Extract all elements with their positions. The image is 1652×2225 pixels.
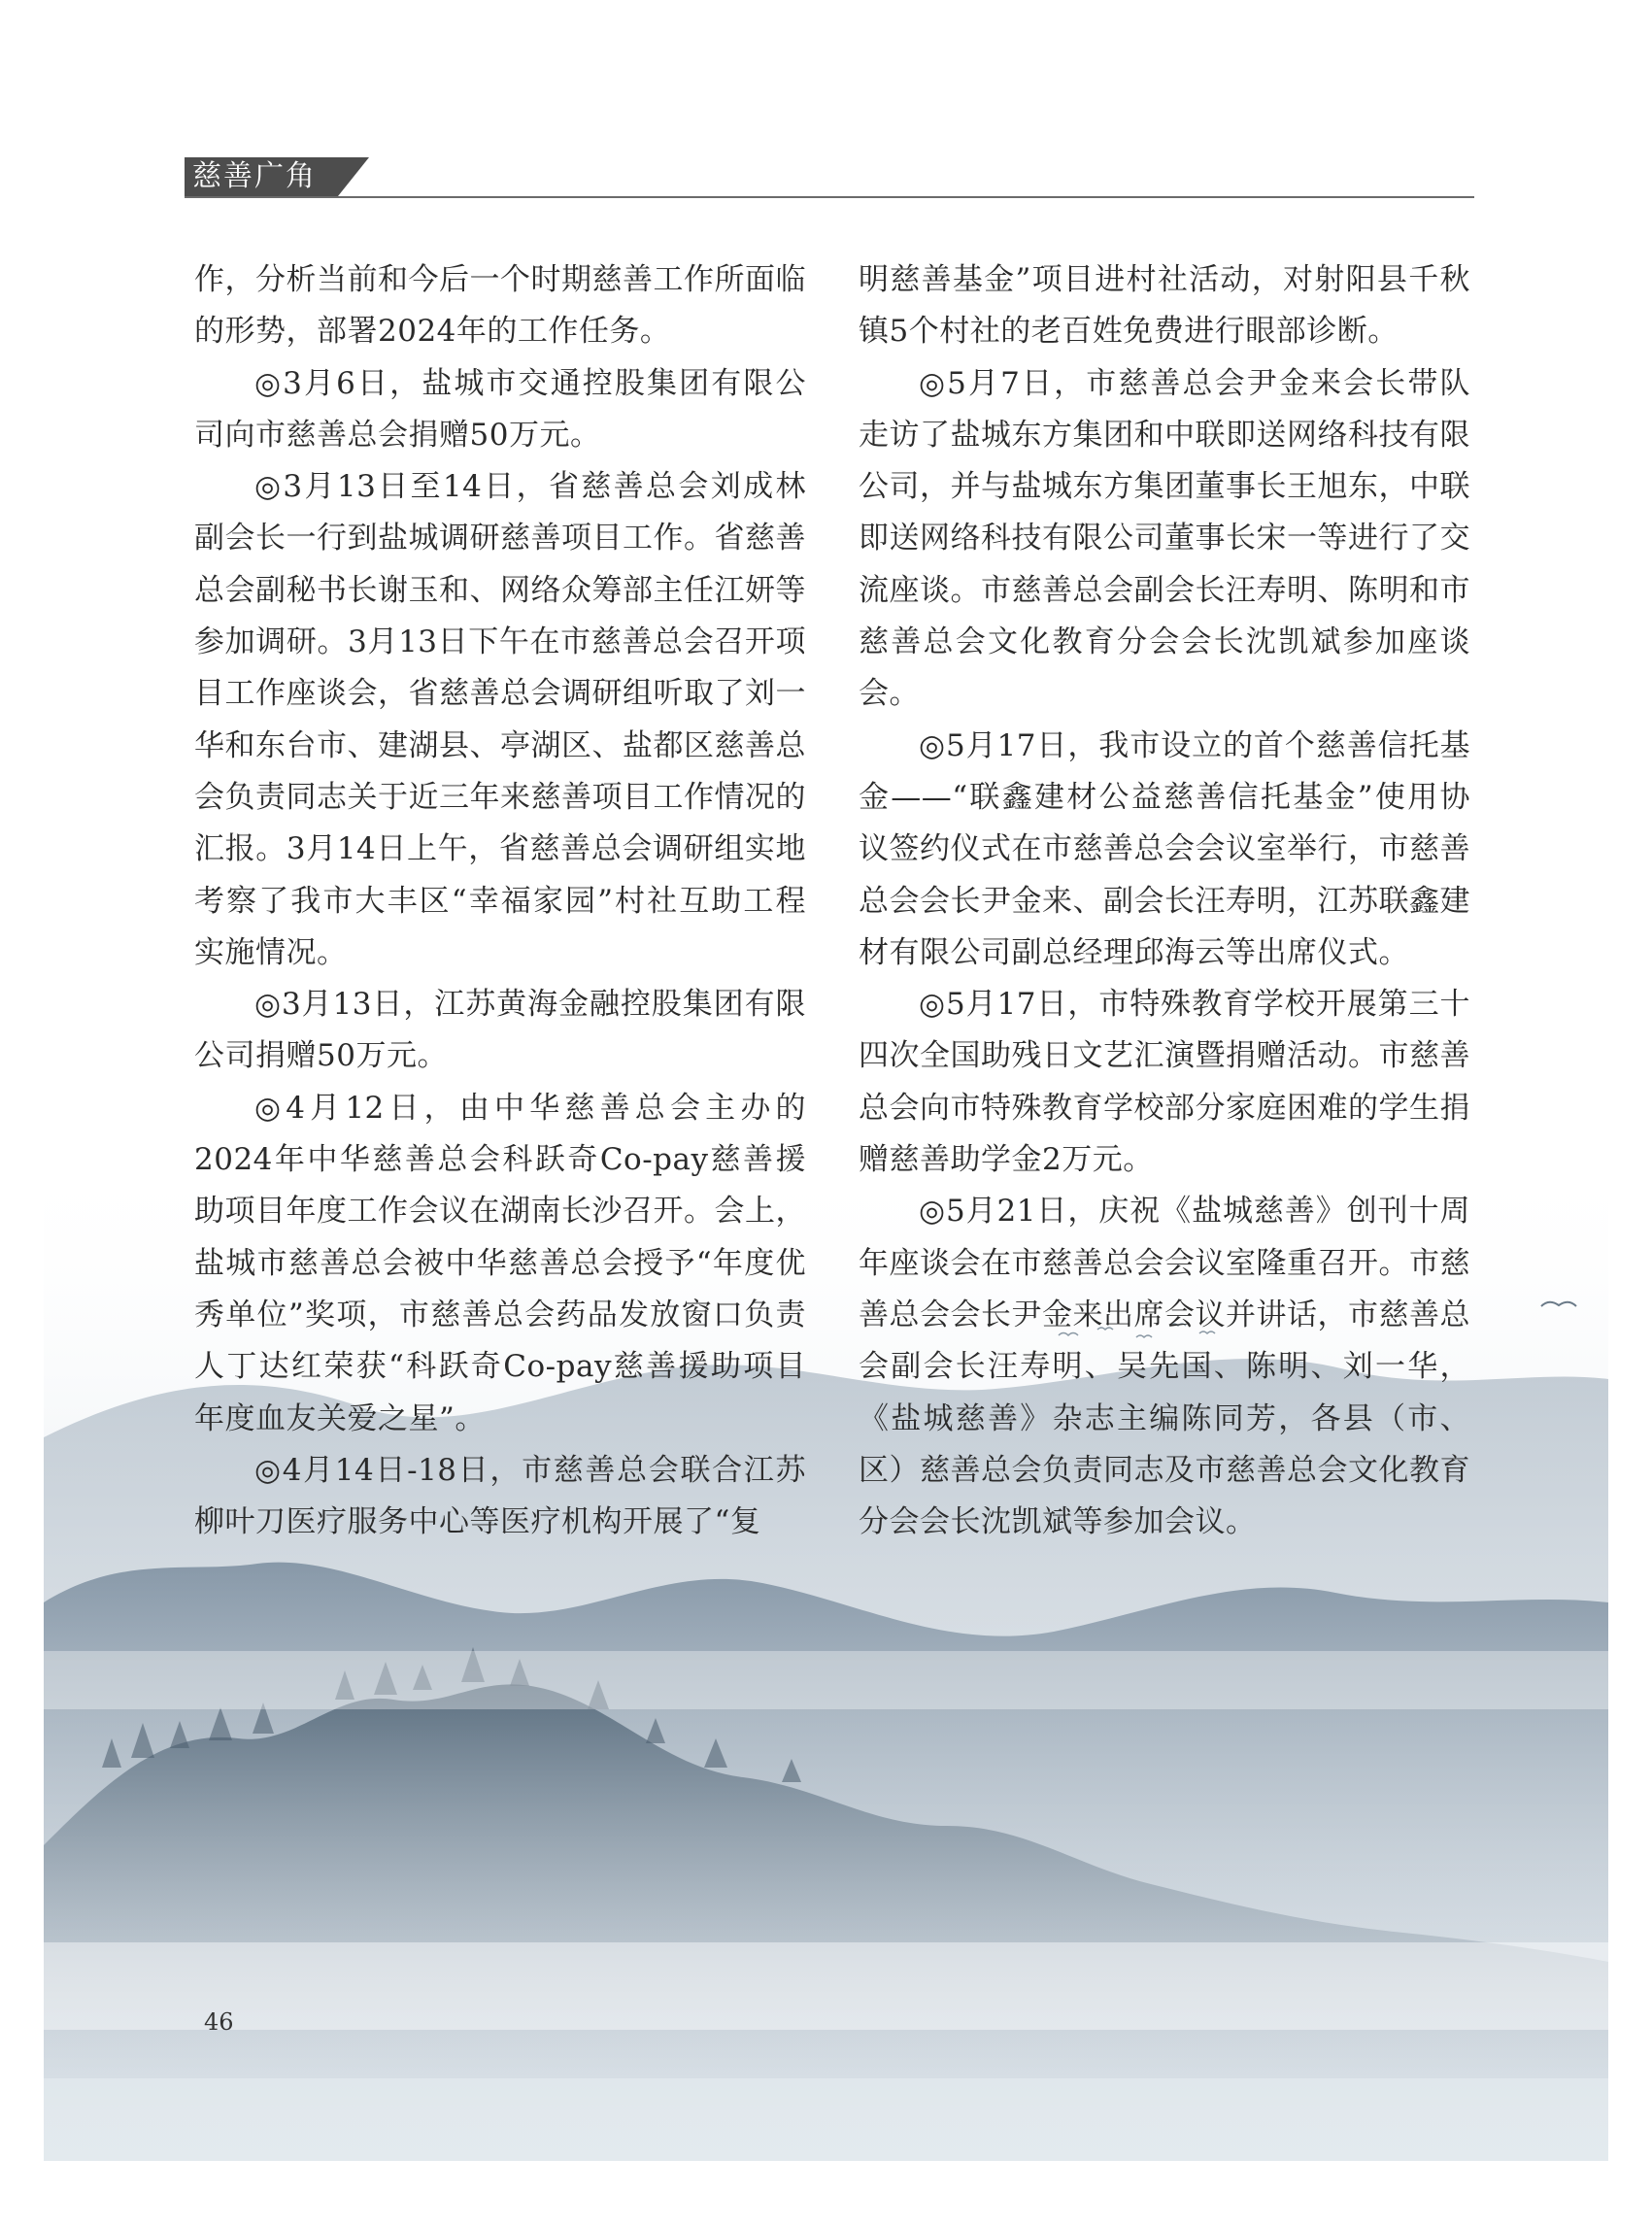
paragraph: 作，分析当前和今后一个时期慈善工作所面临的形势，部署2024年的工作任务。 [194,262,806,350]
section-title: 慈善广角 [185,157,338,196]
paragraph: ◎5月7日，市慈善总会尹金来会长带队走访了盐城东方集团和中联即送网络科技有限公司，并与盐城东方集团董事长王旭东，中联即送网络科技有限公司董事长宋一等进行了交流座谈。市慈善总会副会长汪寿明、陈明和市慈善总会文化教育分会会长沈凯斌参加座谈会。 [859,365,1470,712]
paragraph: ◎3月13日，江苏黄海金融控股集团有限公司捐赠50万元。 [194,987,806,1074]
paragraph: ◎3月13日至14日，省慈善总会刘成林副会长一行到盐城调研慈善项目工作。省慈善总会副秘书长谢玉和、网络众筹部主任江妍等参加调研。3月13日下午在市慈善总会召开项目工作座谈会，省慈善总会调研组听取了刘一华和东台市、建湖县、亭湖区、盐都区慈善总会负责同志关于近三年来慈善项目工作情况的汇报。3月14日上午，省慈善总会调研组实地考察了我市大丰区“幸福家园”村社互助工程实施情况。 [194,469,806,970]
paragraph: 明慈善基金”项目进村社活动，对射阳县千秋镇5个村社的老百姓免费进行眼部诊断。 [859,262,1470,350]
right-column [859,254,1470,1548]
header-rule [185,196,1474,198]
section-tab-corner [338,157,369,196]
paragraph: ◎5月21日，庆祝《盐城慈善》创刊十周年座谈会在市慈善总会会议室隆重召开。市慈善总会会长尹金来出席会议并讲话，市慈善总会副会长汪寿明、吴先国、陈明、刘一华，《盐城慈善》杂志主编陈同芳，各县（市、区）慈善总会负责同志及市慈善总会文化教育分会会长沈凯斌等参加会议。 [859,1194,1470,1540]
section-header [185,157,1474,200]
paragraph: ◎5月17日，市特殊教育学校开展第三十四次全国助残日文艺汇演暨捐赠活动。市慈善总会向市特殊教育学校部分家庭困难的学生捐赠慈善助学金2万元。 [859,987,1470,1178]
paragraph: ◎4月12日，由中华慈善总会主办的2024年中华慈善总会科跃奇Co-pay慈善援助项目年度工作会议在湖南长沙召开。会上，盐城市慈善总会被中华慈善总会授予“年度优秀单位”奖项，市慈善总会药品发放窗口负责人丁达红荣获“科跃奇Co-pay慈善援助项目年度血友关爱之星”。 [194,1090,806,1436]
paragraph: ◎3月6日，盐城市交通控股集团有限公司向市慈善总会捐赠50万元。 [194,365,806,453]
page-number: 46 [204,2008,234,2036]
paragraph: ◎4月14日-18日，市慈善总会联合江苏柳叶刀医疗服务中心等医疗机构开展了“复 [194,1452,806,1540]
left-column [194,254,806,1548]
bird-icon [1539,1297,1578,1312]
paragraph: ◎5月17日，我市设立的首个慈善信托基金——“联鑫建材公益慈善信托基金”使用协议签约仪式在市慈善总会会议室举行，市慈善总会会长尹金来、副会长汪寿明，江苏联鑫建材有限公司副总经理邱海云等出席仪式。 [859,727,1470,970]
